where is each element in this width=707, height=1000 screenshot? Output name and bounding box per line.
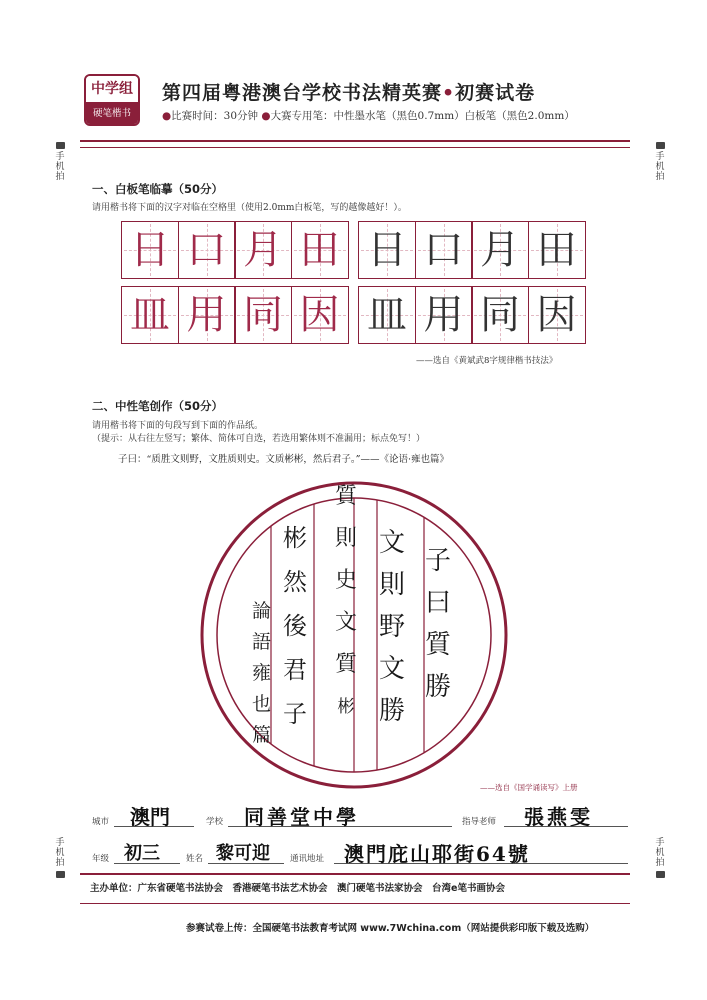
header-rule bbox=[80, 140, 630, 142]
organizers: 主办单位：广东省硬笔书法协会 香港硬笔书法艺术协会 澳门硬笔书法家协会 台湾e笔书画协会 bbox=[90, 883, 505, 894]
model-cell: 口 bbox=[178, 221, 236, 279]
teacher-label: 指导老师 bbox=[462, 817, 497, 827]
school-label: 学校 bbox=[206, 817, 224, 827]
copy-cell: 日 bbox=[358, 221, 416, 279]
copy-cell: 口 bbox=[415, 221, 473, 279]
copy-cell: 同 bbox=[471, 286, 529, 344]
copy-cell: 月 bbox=[471, 221, 529, 279]
model-cell: 田 bbox=[291, 221, 349, 279]
model-cell: 月 bbox=[234, 221, 292, 279]
section2-instruction-1: 请用楷书将下面的句段写到下面的作品纸。 bbox=[92, 421, 264, 431]
model-cell: 因 bbox=[291, 286, 349, 344]
title-dot: • bbox=[442, 82, 456, 104]
side-note-top-left: 手机拍 bbox=[52, 142, 68, 182]
camera-icon bbox=[656, 142, 665, 149]
exam-meta: ●比赛时间：30分钟 ●大赛专用笔：中性墨水笔（黑色0.7mm）白板笔（黑色2.0mm） bbox=[162, 110, 575, 122]
model-cell: 皿 bbox=[121, 286, 179, 344]
badge-category: 中学组 bbox=[86, 76, 138, 102]
model-cell: 日 bbox=[121, 221, 179, 279]
model-row-2 bbox=[121, 286, 347, 344]
page-title bbox=[162, 78, 535, 105]
meta-time: 比赛时间：30分钟 bbox=[171, 110, 259, 122]
camera-icon bbox=[656, 871, 665, 878]
section2-attribution: ——选自《国学诵读写》上册 bbox=[480, 783, 578, 792]
camera-icon bbox=[56, 142, 65, 149]
work-column-2: 文 則 野 文 勝 bbox=[379, 528, 406, 726]
grade-value: 初三 bbox=[124, 843, 160, 864]
title-main: 第四届粤港澳台学校书法精英赛 bbox=[162, 82, 443, 104]
footer-rule bbox=[80, 873, 630, 875]
title-sub: 初赛试卷 bbox=[455, 82, 536, 104]
section2-instruction-2: （提示：从右往左竖写；繁体、简体可自选，若选用繁体则不准漏用；标点免写！） bbox=[92, 434, 426, 444]
side-note-bottom-left: 手机拍 bbox=[52, 838, 68, 881]
badge-script: 硬笔楷书 bbox=[86, 102, 138, 126]
city-label: 城市 bbox=[92, 817, 110, 827]
copy-row-2 bbox=[358, 286, 584, 344]
teacher-value: 張燕雯 bbox=[524, 805, 593, 829]
address-label: 通讯地址 bbox=[290, 854, 325, 864]
copy-row-1 bbox=[358, 221, 584, 279]
section2-heading: 二、中性笔创作（50分） bbox=[92, 399, 224, 413]
work-column-5: 論 語 雍 也 篇 bbox=[252, 600, 272, 746]
work-column-1: 子 曰 質 勝 bbox=[425, 546, 452, 702]
school-value: 同善堂中學 bbox=[244, 805, 359, 829]
camera-icon bbox=[56, 871, 65, 878]
category-badge bbox=[84, 74, 140, 126]
copy-cell: 因 bbox=[528, 286, 586, 344]
copy-cell: 田 bbox=[528, 221, 586, 279]
model-cell: 用 bbox=[178, 286, 236, 344]
work-column-3: 質 則 史 文 質 彬 bbox=[335, 484, 358, 717]
copy-cell: 皿 bbox=[358, 286, 416, 344]
work-column-4: 彬 然 後 君 子 bbox=[283, 524, 307, 728]
grade-label: 年级 bbox=[92, 854, 110, 864]
city-value: 澳門 bbox=[130, 805, 170, 829]
section1-heading: 一、白板笔临摹（50分） bbox=[92, 182, 224, 196]
name-label: 姓名 bbox=[186, 854, 204, 864]
section1-attribution: ——选自《黄斌武8字规律楷书技法》 bbox=[416, 356, 558, 366]
upload-note: 参赛试卷上传：全国硬笔书法教育考试网 www.7Wchina.com（网站提供彩印版下载及选购） bbox=[186, 923, 595, 934]
meta-pens: 大赛专用笔：中性墨水笔（黑色0.7mm）白板笔（黑色2.0mm） bbox=[270, 110, 575, 122]
side-note-bottom-right: 手机拍 bbox=[652, 838, 668, 881]
header-rule-thin bbox=[80, 147, 630, 148]
footer-rule-thin bbox=[80, 903, 630, 904]
address-value: 澳門庇山耶街64號 bbox=[344, 842, 530, 866]
section2-quote: 子曰：“质胜文则野，文胜质则史。文质彬彬，然后君子。”——《论语·雍也篇》 bbox=[118, 454, 449, 465]
name-value: 黎可迎 bbox=[216, 843, 270, 864]
section1-instruction: 请用楷书将下面的汉字对临在空格里（使用2.0mm白板笔，写的越像越好！）。 bbox=[92, 203, 407, 213]
side-note-top-right: 手机拍 bbox=[652, 142, 668, 182]
circular-work-paper bbox=[199, 480, 509, 790]
copy-cell: 用 bbox=[415, 286, 473, 344]
model-cell: 同 bbox=[234, 286, 292, 344]
model-row-1 bbox=[121, 221, 347, 279]
